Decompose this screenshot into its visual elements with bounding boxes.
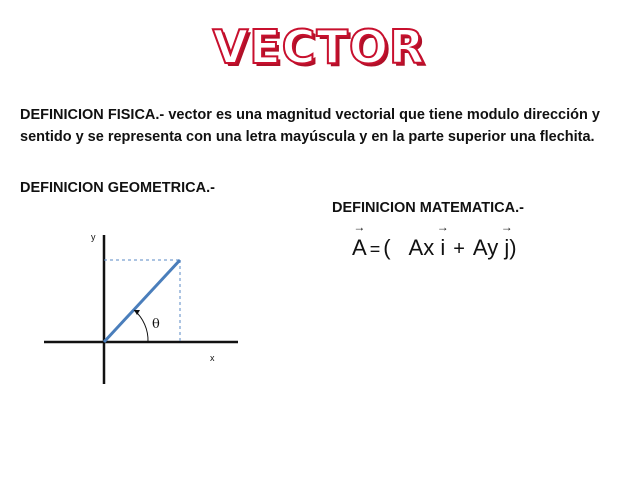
vector-arrow <box>104 260 180 342</box>
open-paren: ( <box>383 235 391 260</box>
unit-vector-i: → i <box>440 235 445 261</box>
equals-sign: = <box>369 239 381 259</box>
angle-label: θ <box>152 317 160 332</box>
ax-component: Ax <box>408 235 435 260</box>
mathematical-definition-heading: DEFINICION MATEMATICA.- <box>332 200 524 216</box>
plus-sign: + <box>453 238 465 260</box>
angle-arc-arrowhead <box>134 310 140 315</box>
x-axis-label: x <box>210 353 215 363</box>
geometric-definition-heading: DEFINICION GEOMETRICA.- <box>20 180 215 196</box>
unit-vector-j: → j <box>504 235 509 261</box>
ay-component: Ay <box>472 235 499 260</box>
angle-arc <box>134 310 148 342</box>
vector-a-symbol: → A <box>352 235 367 261</box>
page-title: VECTOR <box>212 20 426 74</box>
close-paren: ) <box>509 235 517 260</box>
physical-definition: DEFINICION FISICA.- vector es una magnitud vectorial que tiene modulo dirección y sentido y se representa con una letra mayúscula y en la parte superior una flechita. <box>20 107 600 145</box>
y-axis-label: y <box>91 232 96 242</box>
